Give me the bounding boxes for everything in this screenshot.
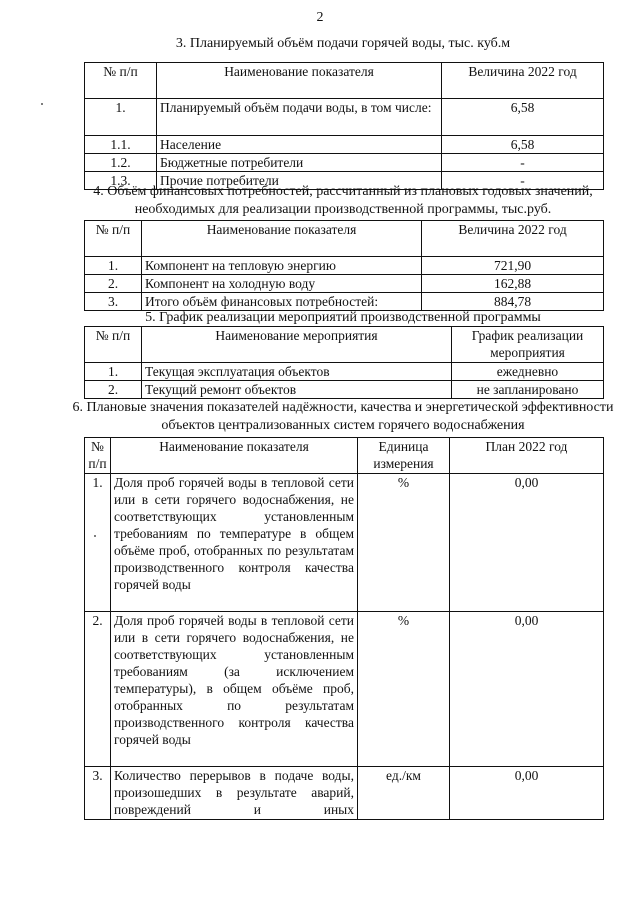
row-num: 2. — [85, 381, 142, 399]
header-name: Наименование показателя — [142, 221, 422, 257]
table-row — [85, 363, 604, 381]
row-name: Текущая эксплуатация объектов — [142, 363, 452, 381]
section6-table — [84, 437, 604, 820]
table-header-row — [85, 221, 604, 257]
row-value: 721,90 — [422, 257, 604, 275]
table-row — [85, 154, 604, 172]
table-row — [85, 381, 604, 399]
row-name: Бюджетные потребители — [157, 154, 442, 172]
row-schedule: не запланировано — [452, 381, 604, 399]
section3-table — [84, 62, 604, 190]
table-row — [85, 767, 604, 820]
header-unit: Единица измерения — [358, 438, 450, 474]
row-num: 1. — [85, 474, 111, 612]
table-row — [85, 612, 604, 767]
row-name: Планируемый объём подачи воды, в том числе: — [157, 99, 442, 136]
row-unit: ед./км — [358, 767, 450, 820]
row-value: 6,58 — [442, 136, 604, 154]
row-name: Компонент на тепловую энергию — [142, 257, 422, 275]
table-row — [85, 474, 604, 612]
header-num: № п/п — [85, 221, 142, 257]
table-header-row — [85, 63, 604, 99]
row-value: 6,58 — [442, 99, 604, 136]
header-num: № п/п — [85, 327, 142, 363]
header-schedule: График реализации мероприятия — [452, 327, 604, 363]
row-plan: 0,00 — [450, 767, 604, 820]
table-row — [85, 257, 604, 275]
row-value: 162,88 — [422, 275, 604, 293]
header-num: № п/п — [85, 63, 157, 99]
section5-title: 5. График реализации мероприятий производственной программы — [145, 310, 541, 325]
row-num: 1.2. — [85, 154, 157, 172]
row-value: 884,78 — [422, 293, 604, 311]
row-name: Текущий ремонт объектов — [142, 381, 452, 399]
header-num: № п/п — [85, 438, 111, 474]
row-num: 1. — [85, 257, 142, 275]
row-num: 2. — [85, 612, 111, 767]
table-row — [85, 99, 604, 136]
table-row — [85, 293, 604, 311]
row-num: 1. — [85, 363, 142, 381]
row-num: 1.3. — [85, 172, 157, 190]
row-value: - — [442, 172, 604, 190]
row-value: - — [442, 154, 604, 172]
row-name: Прочие потребители — [157, 172, 442, 190]
row-plan: 0,00 — [450, 612, 604, 767]
table-header-row — [85, 327, 604, 363]
header-name: Наименование показателя — [111, 438, 358, 474]
row-schedule: ежедневно — [452, 363, 604, 381]
section3-title: 3. Планируемый объём подачи горячей воды, тыс. куб.м — [175, 36, 511, 51]
row-num: 1.1. — [85, 136, 157, 154]
row-plan: 0,00 — [450, 474, 604, 612]
header-name: Наименование мероприятия — [142, 327, 452, 363]
section4-title: 4. Объём финансовых потребностей, рассчитанный из плановых годовых значений, необходимых для реализации производственной программы, тыс.руб. — [93, 184, 593, 217]
page-number: 2 — [316, 10, 324, 25]
row-name: Количество перерывов в подаче воды, произошедших в результате аварий, повреждений и иных — [111, 767, 358, 820]
row-name: Доля проб горячей воды в тепловой сети или в сети горячего водоснабжения, не соответствующих установленным требованиям по температуре в общем объёме проб, отобранных по результатам производственного контроля качества горячей воды — [111, 474, 358, 612]
row-name: Доля проб горячей воды в тепловой сети или в сети горячего водоснабжения, не соответствующих установленным требованиям (за исключением температуры), в общем объёме проб, отобранных по результатам производственного контроля качества горячей воды — [111, 612, 358, 767]
row-name: Итого объём финансовых потребностей: — [142, 293, 422, 311]
section5-table — [84, 326, 604, 399]
section6-title: 6. Плановые значения показателей надёжности, качества и энергетической эффективности объектов централизованных систем горячего водоснабжения — [72, 400, 614, 433]
table-row — [85, 136, 604, 154]
row-name: Население — [157, 136, 442, 154]
scan-speck — [41, 103, 43, 105]
header-value: Величина 2022 год — [422, 221, 604, 257]
row-num: 1. — [85, 99, 157, 136]
row-num: 3. — [85, 293, 142, 311]
row-num: 2. — [85, 275, 142, 293]
header-plan: План 2022 год — [450, 438, 604, 474]
row-name: Компонент на холодную воду — [142, 275, 422, 293]
header-name: Наименование показателя — [157, 63, 442, 99]
header-value: Величина 2022 год — [442, 63, 604, 99]
table-header-row — [85, 438, 604, 474]
section4-table — [84, 220, 604, 311]
row-num: 3. — [85, 767, 111, 820]
row-unit: % — [358, 474, 450, 612]
row-unit: % — [358, 612, 450, 767]
table-row — [85, 275, 604, 293]
